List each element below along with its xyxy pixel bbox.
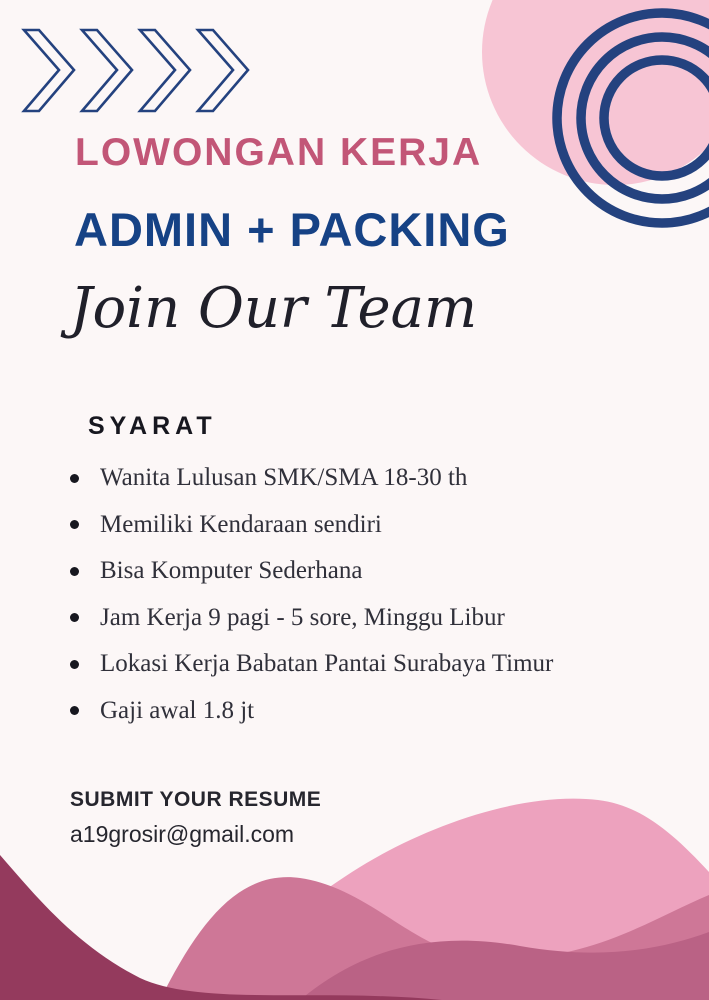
chevron-right-icon — [140, 30, 190, 111]
contact-email: a19grosir@gmail.com — [70, 821, 295, 847]
requirements-section — [70, 412, 650, 734]
chevron-right-icons — [20, 27, 254, 115]
poster-eyebrow: LOWONGAN KERJA — [75, 131, 483, 174]
bottom-waves-decoration — [0, 750, 709, 1000]
poster-title: ADMIN + PACKING — [74, 203, 510, 256]
requirement-item: Lokasi Kerja Babatan Pantai Surabaya Timur — [70, 641, 650, 688]
script-tagline: Join Our Team — [70, 276, 478, 341]
requirements-list — [70, 455, 650, 734]
requirement-item: Bisa Komputer Sederhana — [70, 548, 650, 595]
requirement-item: Jam Kerja 9 pagi - 5 sore, Minggu Libur — [70, 595, 650, 642]
requirements-heading: SYARAT — [88, 412, 217, 440]
chevron-right-icon — [198, 30, 248, 111]
requirement-item: Wanita Lulusan SMK/SMA 18-30 th — [70, 455, 650, 502]
requirement-item: Gaji awal 1.8 jt — [70, 688, 650, 735]
requirement-item: Memiliki Kendaraan sendiri — [70, 502, 650, 549]
chevron-right-icon — [82, 30, 132, 111]
contact-label: SUBMIT YOUR RESUME — [70, 788, 322, 811]
chevron-right-icon — [24, 30, 74, 111]
